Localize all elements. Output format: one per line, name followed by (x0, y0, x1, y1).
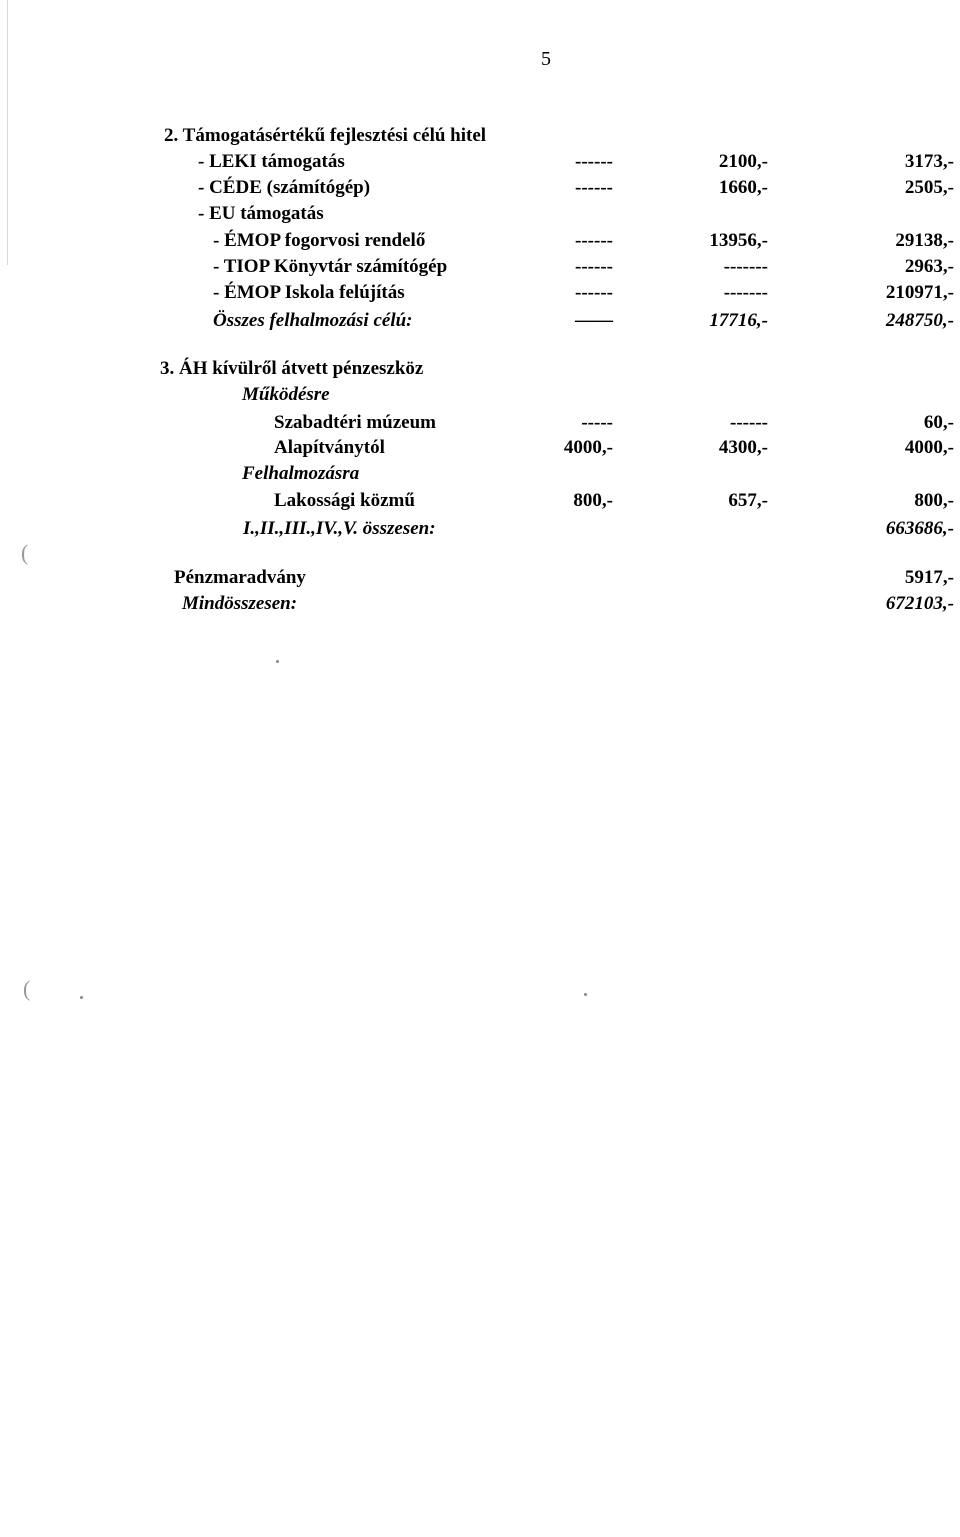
table-row (0, 490, 960, 514)
row-col1: 800,- (573, 490, 613, 511)
total-col2: 17716,- (709, 310, 768, 331)
row-label: - EU támogatás (198, 203, 324, 224)
subheading-mukodesre: Működésre (242, 384, 330, 405)
total-row (0, 518, 960, 542)
row-col2: ------ (730, 412, 768, 433)
row-col3: 2963,- (904, 256, 954, 277)
scan-speck (276, 660, 279, 663)
subheading-row (0, 384, 960, 408)
row-col2: ------- (723, 256, 768, 277)
table-row (0, 412, 960, 436)
row-label: - LEKI támogatás (198, 151, 345, 172)
row-label: Alapítványtól (274, 437, 385, 458)
total-label: Összes felhalmozási célú: (213, 310, 413, 331)
row-col1: ------ (575, 151, 613, 172)
total-col3: 248750,- (885, 310, 954, 331)
row-col3: 4000,- (904, 437, 954, 458)
remainder-label: Pénzmaradvány (174, 567, 306, 588)
row-col2: 13956,- (709, 230, 768, 251)
section-2-title-row (0, 125, 960, 149)
row-col3: 29138,- (895, 230, 954, 251)
row-col3: 3173,- (904, 151, 954, 172)
row-label: - ÉMOP Iskola felújítás (213, 282, 405, 303)
row-label: - ÉMOP fogorvosi rendelő (213, 230, 426, 251)
table-row (0, 151, 960, 175)
row-col1: ----- (581, 412, 613, 433)
section-2-title: 2. Támogatásértékű fejlesztési célú hitel (164, 125, 487, 146)
row-col2: 657,- (728, 490, 768, 511)
table-row (0, 203, 960, 227)
row-label: Lakossági közmű (274, 490, 415, 511)
remainder-row (0, 567, 960, 591)
row-col1: ------ (575, 230, 613, 251)
table-row (0, 437, 960, 461)
total-col1: —— (575, 310, 613, 331)
subheading-felhalmozasra: Felhalmozásra (242, 463, 360, 484)
scan-speck (80, 996, 83, 999)
row-col3: 800,- (914, 490, 954, 511)
grand-total-label: Mindösszesen: (182, 593, 298, 614)
table-row (0, 282, 960, 306)
grand-total-value: 672103,- (885, 593, 954, 614)
page-number: 5 (541, 48, 551, 70)
total-col3: 663686,- (885, 518, 954, 539)
row-col3: 210971,- (885, 282, 954, 303)
grand-total-row (0, 593, 960, 617)
row-col1: ------ (575, 256, 613, 277)
scan-mark: ( (21, 540, 29, 565)
row-col3: 2505,- (904, 177, 954, 198)
scan-speck (584, 993, 587, 996)
row-col1: ------ (575, 282, 613, 303)
subheading-row (0, 463, 960, 487)
table-row (0, 256, 960, 280)
total-label: I.,II.,III.,IV.,V. összesen: (243, 518, 436, 539)
remainder-value: 5917,- (904, 567, 954, 588)
table-row (0, 230, 960, 254)
row-col2: 1660,- (718, 177, 768, 198)
row-col2: 2100,- (718, 151, 768, 172)
row-col1: 4000,- (563, 437, 613, 458)
scan-mark: ( (23, 976, 31, 1001)
row-label: - CÉDE (számítógép) (198, 177, 371, 198)
row-label: - TIOP Könyvtár számítógép (213, 256, 448, 277)
table-row (0, 177, 960, 201)
row-col1: ------ (575, 177, 613, 198)
section-3-title-row (0, 358, 960, 382)
row-col3: 60,- (923, 412, 954, 433)
row-col2: 4300,- (718, 437, 768, 458)
row-col2: ------- (723, 282, 768, 303)
section-3-title: 3. ÁH kívülről átvett pénzeszköz (160, 358, 424, 379)
row-label: Szabadtéri múzeum (274, 412, 437, 433)
total-row (0, 310, 960, 334)
